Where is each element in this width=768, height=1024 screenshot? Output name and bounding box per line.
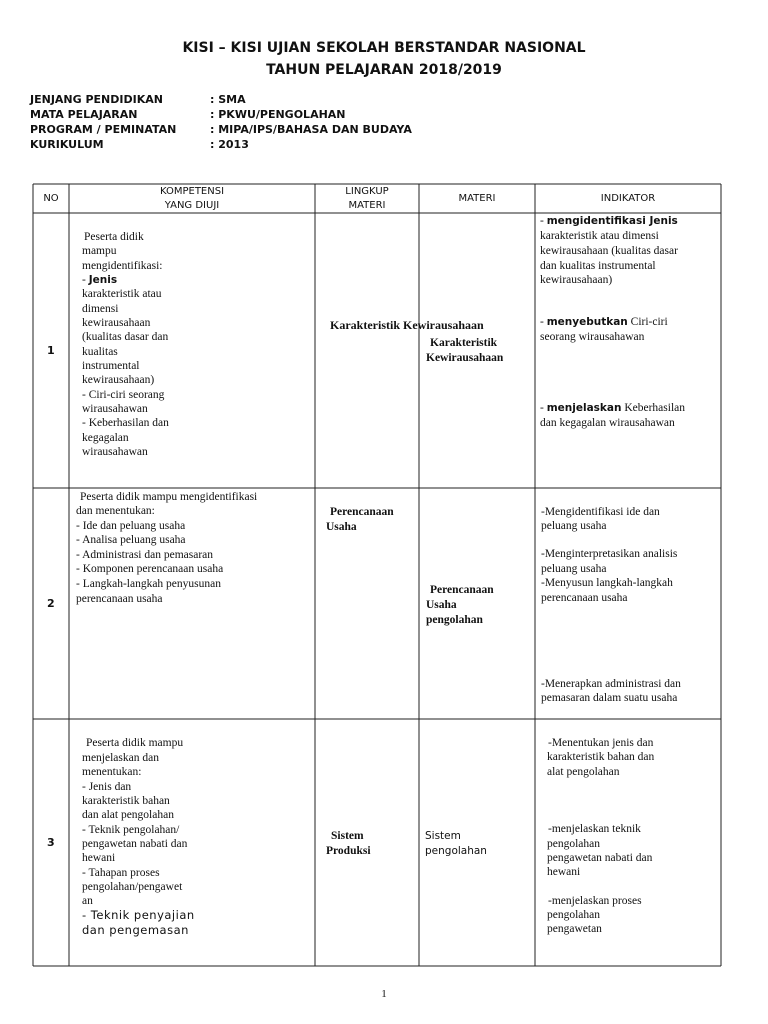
row-3-lingkup-text: Sistem [331,830,364,842]
row-1-indikator-text: - menjelaskan Keberhasilan [540,402,686,414]
row-3-number: 3 [47,836,55,849]
row-1-kompetensi-text: kualitas [82,346,118,358]
row-2-kompetensi-text: - Komponen perencanaan usaha [76,563,224,575]
row-1-kompetensi-text: kegagalan [82,432,129,444]
row-2-indikator-text: -Menerapkan administrasi dan [541,678,681,690]
row-3-kompetensi-text: pengolahan/pengawet [82,881,183,893]
header-lingkup-line2: MATERI [348,200,386,211]
row-2-indikator-text: -Mengidentifikasi ide dan [541,506,660,518]
meta-value: : 2013 [210,138,249,151]
header-no: NO [43,193,59,204]
row-1-kompetensi-text: dimensi [82,303,119,315]
row-1-kompetensi-text: mengidentifikasi: [82,260,163,272]
row-2-kompetensi-text: - Administrasi dan pemasaran [76,549,214,561]
row-2-kompetensi-text: Peserta didik mampu mengidentifikasi [80,491,258,503]
row-3-indikator-text: pengawetan nabati dan [547,852,653,864]
header-lingkup-line1: LINGKUP [345,186,389,197]
header-kompetensi-line1: KOMPETENSI [159,186,225,197]
row-2-indikator-text: -Menginterpretasikan analisis [541,548,678,560]
row-3-kompetensi-text: menentukan: [82,766,142,778]
row-3-kompetensi-text: - Teknik pengolahan/ [82,824,180,836]
meta-value: : PKWU/PENGOLAHAN [210,108,346,121]
row-1-kompetensi-text: karakteristik atau [82,288,162,300]
row-3-kompetensi-text: hewani [82,852,116,864]
page-number: 1 [381,988,387,1000]
row-3-kompetensi-text: pengawetan nabati dan [82,838,188,850]
row-1-kompetensi-text: mampu [82,245,117,257]
row-2-number: 2 [47,597,55,610]
row-3-kompetensi-text: dan alat pengolahan [82,809,174,821]
meta-value: : SMA [210,93,246,106]
row-1-materi-text: Kewirausahaan [426,352,504,364]
row-1-indikator-text: dan kegagalan wirausahawan [540,417,675,429]
header-kompetensi [69,185,315,213]
meta-key: MATA PELAJARAN [30,108,138,121]
row-1-kompetensi-text: Peserta didik [84,231,144,243]
row-1-indikator-text: kewirausahaan (kualitas dasar [540,245,678,257]
row-3-indikator-text: pengolahan [547,909,601,921]
row-3-lingkup-text: Produksi [326,845,371,857]
row-1-kompetensi-text: instrumental [82,360,140,372]
row-1-indikator-text: karakteristik atau dimensi [540,230,659,242]
row-1-kompetensi-text: kewirausahaan) [82,374,155,386]
row-3-kompetensi-text: dan pengemasan [82,923,189,937]
row-2-materi-text: Perencanaan [430,584,494,596]
row-2-kompetensi-text: - Analisa peluang usaha [76,534,186,546]
row-2-indikator-text: pemasaran dalam suatu usaha [541,692,678,704]
row-1-kompetensi-text: - Keberhasilan dan [82,417,169,429]
meta-key: KURIKULUM [30,138,104,151]
row-2-kompetensi-text: dan menentukan: [76,505,155,517]
row-2-kompetensi-text: perencanaan usaha [76,593,163,605]
row-1-kompetensi-text: wirausahawan [82,403,148,415]
row-1-kompetensi-text: wirausahawan [82,446,148,458]
row-1-indikator-text: dan kualitas instrumental [540,260,656,272]
row-2-kompetensi-text: - Ide dan peluang usaha [76,520,186,532]
header-kompetensi-line2: YANG DIUJI [164,200,220,211]
row-2-lingkup-text: Usaha [326,521,357,533]
row-3-indikator-text: pengolahan [547,838,601,850]
row-3-kompetensi-text: an [82,895,93,907]
meta-key: JENJANG PENDIDIKAN [30,93,163,106]
row-1-indikator-text: - menyebutkan Ciri-ciri [540,316,668,328]
row-2-kompetensi-text: - Langkah-langkah penyusunan [76,578,221,590]
row-3-kompetensi-text: karakteristik bahan [82,795,170,807]
row-2-indikator-text: peluang usaha [541,563,607,575]
row-1-kompetensi-text: - Jenis [82,274,118,286]
row-1-lingkup: Karakteristik Kewirausahaan [330,318,484,332]
row-1-kompetensi-text: kewirausahaan [82,317,151,329]
row-1-kompetensi-text: - Ciri-ciri seorang [82,389,165,401]
row-3-materi-text: pengolahan [425,845,487,857]
title-line-1: KISI – KISI UJIAN SEKOLAH BERSTANDAR NASIONAL [182,40,586,56]
row-3-indikator-text: alat pengolahan [547,766,620,778]
row-1-number: 1 [47,344,55,357]
row-3-indikator-text: -Menentukan jenis dan [548,737,654,749]
row-1-kompetensi-text: (kualitas dasar dan [82,331,169,343]
row-1-materi-text: Karakteristik [430,337,498,349]
row-2-indikator-text: perencanaan usaha [541,592,628,604]
header-indikator: INDIKATOR [600,193,656,204]
row-2-indikator-text: peluang usaha [541,520,607,532]
row-1-indikator-text: - mengidentifikasi Jenis [540,215,678,227]
meta-value: : MIPA/IPS/BAHASA DAN BUDAYA [210,123,412,136]
row-2-materi-text: Usaha [426,599,457,611]
row-3-indikator-text: pengawetan [547,923,602,935]
row-2-materi-text: pengolahan [426,614,483,626]
row-3-indikator-text: hewani [547,866,581,878]
title-line-2: TAHUN PELAJARAN 2018/2019 [266,62,502,78]
row-1-indikator-text: kewirausahaan) [540,274,613,286]
header-materi: MATERI [458,193,496,204]
row-3-kompetensi-text: - Jenis dan [82,781,132,793]
row-3-kompetensi-text: - Tahapan proses [82,867,160,879]
row-3-indikator-text: -menjelaskan proses [548,895,642,907]
row-3-kompetensi-text: - Teknik penyajian [82,908,195,922]
row-3-materi-text: Sistem [425,830,461,842]
row-3-indikator-text: karakteristik bahan dan [547,751,655,763]
row-3-kompetensi-text: menjelaskan dan [82,752,159,764]
row-2-lingkup-text: Perencanaan [330,506,394,518]
row-3-kompetensi-text: Peserta didik mampu [86,737,184,749]
row-3-indikator-text: -menjelaskan teknik [548,823,641,835]
row-2-indikator-text: -Menyusun langkah-langkah [541,577,673,589]
header-lingkup [315,185,419,213]
meta-key: PROGRAM / PEMINATAN [30,123,177,136]
row-1-indikator-text: seorang wirausahawan [540,331,645,343]
